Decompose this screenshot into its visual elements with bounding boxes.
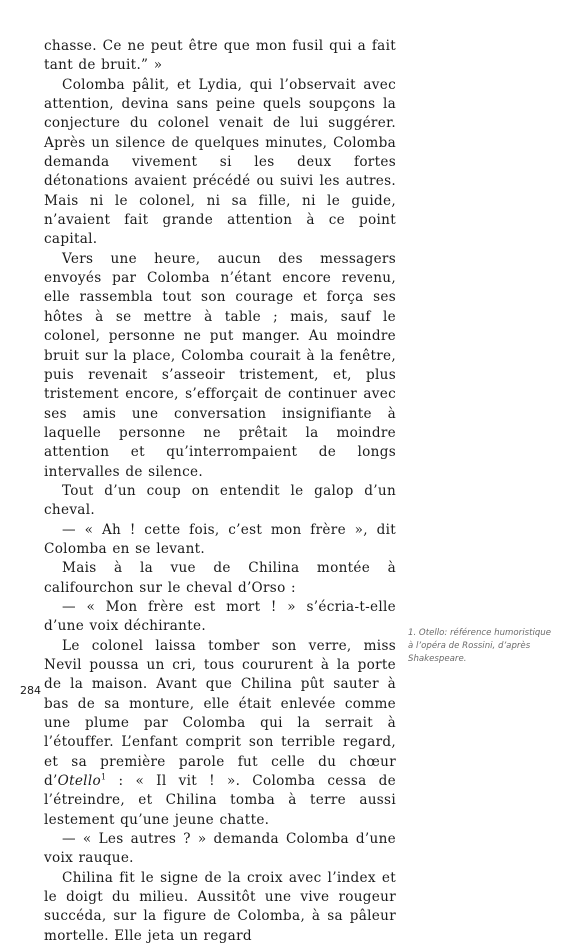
opera-title: Otello <box>57 773 101 790</box>
paragraph <box>44 637 396 830</box>
paragraph: Tout d’un coup on entendit le galop d’un cheval. <box>44 482 396 519</box>
paragraph: — « Ah ! cette fois, c’est mon frère », dit Colomba en se levant. <box>44 521 396 557</box>
paragraph-text: Le colonel laissa tomber son verre, miss Nevil poussa un cri, tous coururent à la porte de la maison. Avant que Chilina pût sauter à bas de sa monture, elle était enlevée comme une plume par Colomba qui la serrait à l’étouffer. L’enfant comprit son terrible regard, et sa première parole fut celle du chœur d’ <box>44 637 396 790</box>
footnote-text: : référence humoristique à l’opéra de Rossini, d’après Shakespeare. <box>408 628 552 664</box>
paragraph: Mais à la vue de Chilina montée à califourchon sur le cheval d’Orso : <box>44 560 396 596</box>
footnote <box>408 627 556 666</box>
paragraph: — « Mon frère est mort ! » s’écria-t-elle d’une voix déchirante. <box>44 598 396 635</box>
paragraph-text: : « Il vit ! ». Colomba cessa de l’étreindre, et Chilina tomba à terre aussi lestement qu’une jeune chatte. <box>44 773 396 828</box>
paragraph: Chilina fit le signe de la croix avec l’index et le doigt du milieu. Aussitôt une vive rougeur succéda, sur la figure de Colomba, à sa pâleur mortelle. Elle jeta un regard <box>44 869 396 944</box>
paragraph: — « Les autres ? » demanda Colomba d’une voix rauque. <box>44 831 396 867</box>
paragraph: Vers une heure, aucun des messagers envoyés par Colomba n’étant encore revenu, elle rassembla tout son courage et força ses hôtes à se mettre à table ; mais, sauf le colonel, personne ne put manger. Au moindre bruit sur la place, Colomba courait à la fenêtre, puis revenait s’asseoir tristement, et, plus tristement encore, s’efforçait de continuer avec ses amis une conversation insignifiante à laquelle personne ne prêtait la moindre attention et qu’interrompaient de longs intervalles de silence. <box>44 250 396 480</box>
paragraph: chasse. Ce ne peut être que mon fusil qui a fait tant de bruit.” » <box>44 38 396 74</box>
paragraph: Colomba pâlit, et Lydia, qui l’observait avec attention, devina sans peine quels soupçons la conjecture du colonel venait de lui suggérer. Après un silence de quelques minutes, Colomba demanda vivement si les deux fortes détonations avaient précédé ou suivi les autres. Mais ni le colonel, ni sa fille, ni le guide, n’avaient fait grande attention à ce point capital. <box>44 76 396 248</box>
footnote-lead: 1. Otello <box>408 628 445 638</box>
body-text <box>44 37 396 946</box>
footnote-reference: 1 <box>100 772 107 782</box>
page-number: 284 <box>20 684 41 697</box>
